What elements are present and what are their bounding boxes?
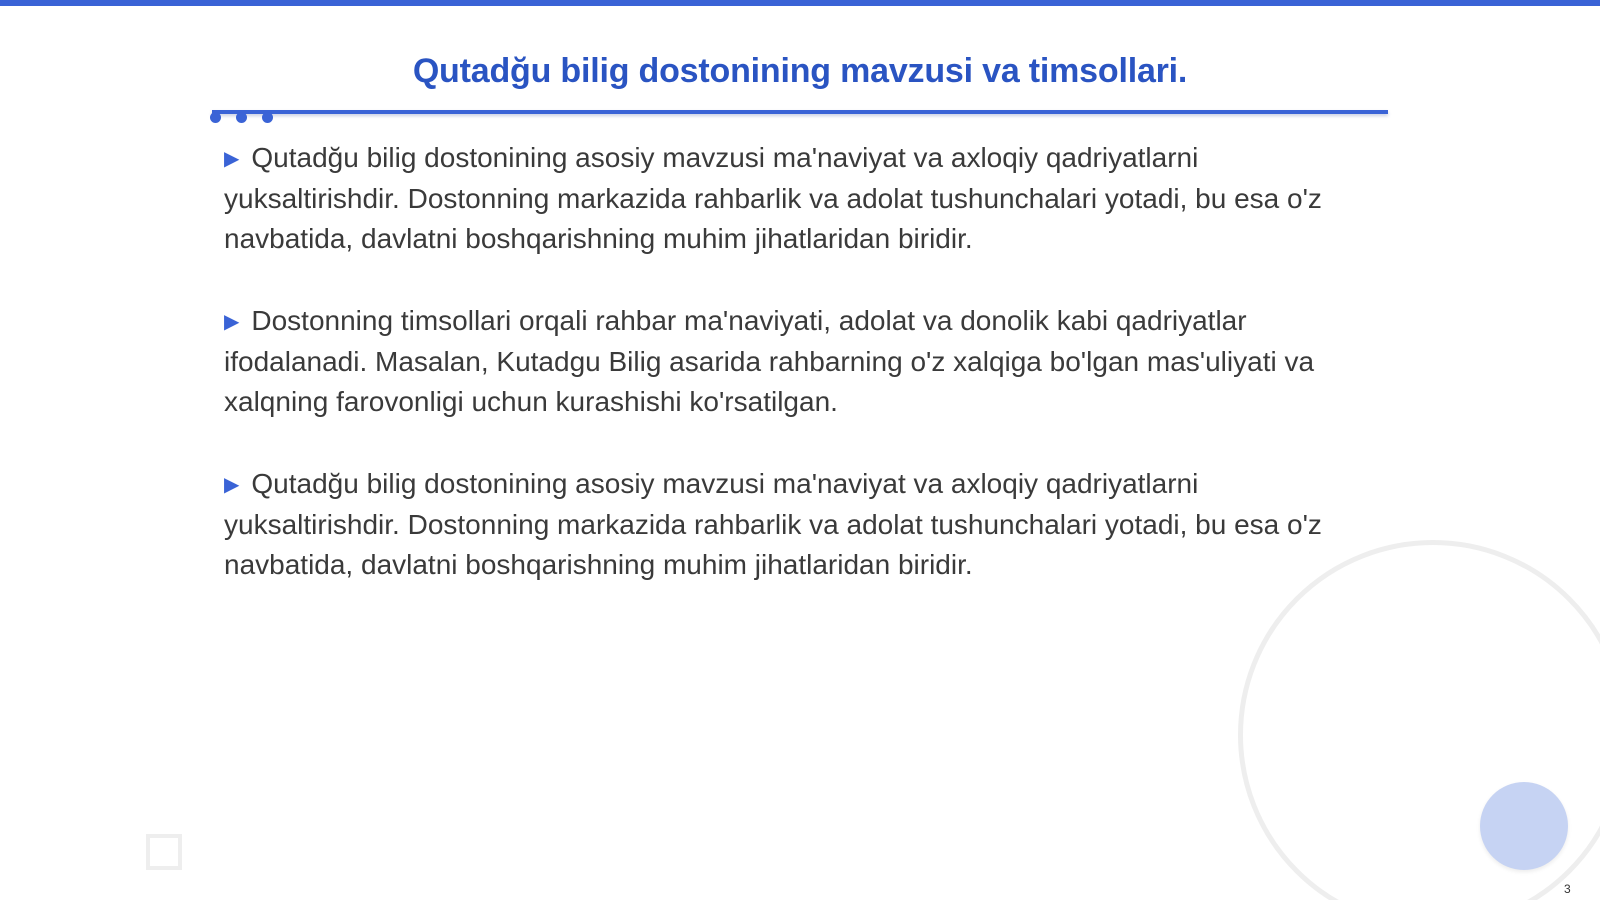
decorative-blue-circle xyxy=(1480,782,1568,870)
triangle-bullet-icon: ▶ xyxy=(224,474,240,496)
bullet-paragraph xyxy=(224,301,1374,422)
bullet-paragraph xyxy=(224,464,1374,585)
slide-title: Qutadğu bilig dostonining mavzusi va timsollari. xyxy=(412,52,1188,90)
top-accent-bar xyxy=(0,0,1600,6)
underline-dot xyxy=(262,112,273,123)
underline-dot xyxy=(236,112,247,123)
triangle-bullet-icon: ▶ xyxy=(224,311,240,333)
title-underline xyxy=(212,110,1388,114)
paragraph-text: Qutadğu bilig dostonining asosiy mavzusi ma'naviyat va axloqiy qadriyatlarni yuksaltirishdir. Dostonning markazida rahbarlik va adolat tushunchalari yotadi, bu esa o'z navbatida, davlatni boshqarishning muhim jihatlaridan biridir. xyxy=(224,468,1322,580)
bullet-paragraph xyxy=(224,138,1374,259)
page-number: 3 xyxy=(1564,882,1571,896)
underline-dot xyxy=(210,112,221,123)
decorative-square xyxy=(146,834,182,870)
paragraph-text: Qutadğu bilig dostonining asosiy mavzusi ma'naviyat va axloqiy qadriyatlarni yuksaltirishdir. Dostonning markazida rahbarlik va adolat tushunchalari yotadi, bu esa o'z navbatida, davlatni boshqarishning muhim jihatlaridan biridir. xyxy=(224,142,1322,254)
paragraph-text: Dostonning timsollari orqali rahbar ma'naviyati, adolat va donolik kabi qadriyatlar ifodalanadi. Masalan, Kutadgu Bilig asarida rahbarning o'z xalqiga bo'lgan mas'uliyati va xalqning farovonligi uchun kurashishi ko'rsatilgan. xyxy=(224,305,1315,417)
slide-body xyxy=(224,138,1374,627)
triangle-bullet-icon: ▶ xyxy=(224,148,240,170)
